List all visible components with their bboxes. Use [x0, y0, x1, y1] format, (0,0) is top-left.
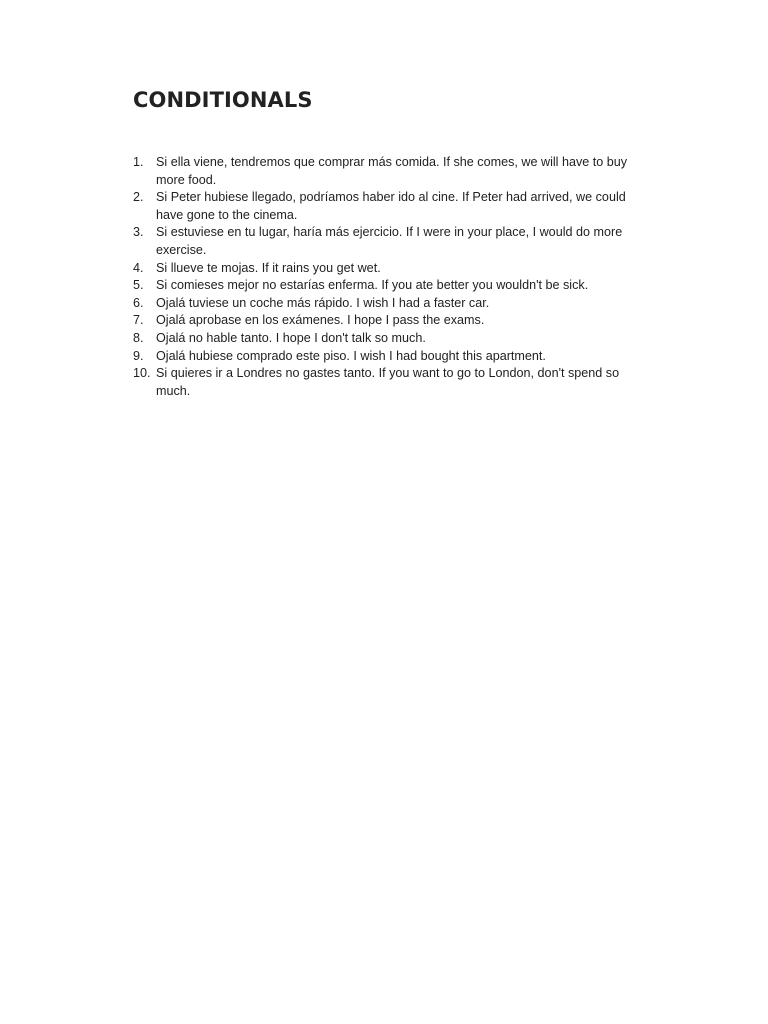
- list-item: [133, 365, 643, 400]
- list-item-number: 1.: [133, 155, 144, 169]
- list-item-number: 10.: [133, 366, 151, 381]
- list-item-text: Si llueve te mojas. If it rains you get wet.: [156, 260, 381, 275]
- list-item: [133, 189, 643, 224]
- page-title: CONDITIONALS: [133, 88, 313, 112]
- list-item-text: Si estuviese en tu lugar, haría más ejercicio. If I were in your place, I would do more exercise.: [156, 225, 623, 257]
- list-item-number: 2.: [133, 190, 144, 205]
- list-item-number: 9.: [133, 348, 144, 363]
- list-item-text: Ojalá no hable tanto. I hope I don't talk so much.: [156, 330, 426, 345]
- list-item: [133, 295, 643, 313]
- list-item-text: Si quieres ir a Londres no gastes tanto. If you want to go to London, don't spend so much.: [156, 366, 620, 398]
- list-item-text: Ojalá tuviese un coche más rápido. I wish I had a faster car.: [156, 295, 490, 310]
- list-item-text: Ojalá aprobase en los exámenes. I hope I pass the exams.: [156, 313, 485, 328]
- list-item-number: 4.: [133, 260, 144, 275]
- list-item: [133, 224, 643, 259]
- list-item-text: Si comieses mejor no estarías enferma. If you ate better you wouldn't be sick.: [156, 278, 589, 293]
- list-item-text: Si Peter hubiese llegado, podríamos haber ido al cine. If Peter had arrived, we could have gone to the cinema.: [156, 190, 626, 222]
- conditionals-list: [133, 154, 643, 400]
- list-item-number: 5.: [133, 278, 144, 293]
- list-item: [133, 260, 643, 278]
- list-item-number: 7.: [133, 313, 144, 328]
- list-item-number: 6.: [133, 295, 144, 310]
- list-item: [133, 154, 643, 189]
- list-item: [133, 312, 643, 330]
- list-item: [133, 348, 643, 366]
- list-item: [133, 277, 643, 295]
- list-item-text: Ojalá hubiese comprado este piso. I wish I had bought this apartment.: [156, 348, 546, 363]
- list-item-text: Si ella viene, tendremos que comprar más comida. If she comes, we will have to buy more food.: [156, 155, 628, 187]
- list-item: [133, 330, 643, 348]
- list-item-number: 3.: [133, 225, 144, 240]
- list-item-number: 8.: [133, 330, 144, 345]
